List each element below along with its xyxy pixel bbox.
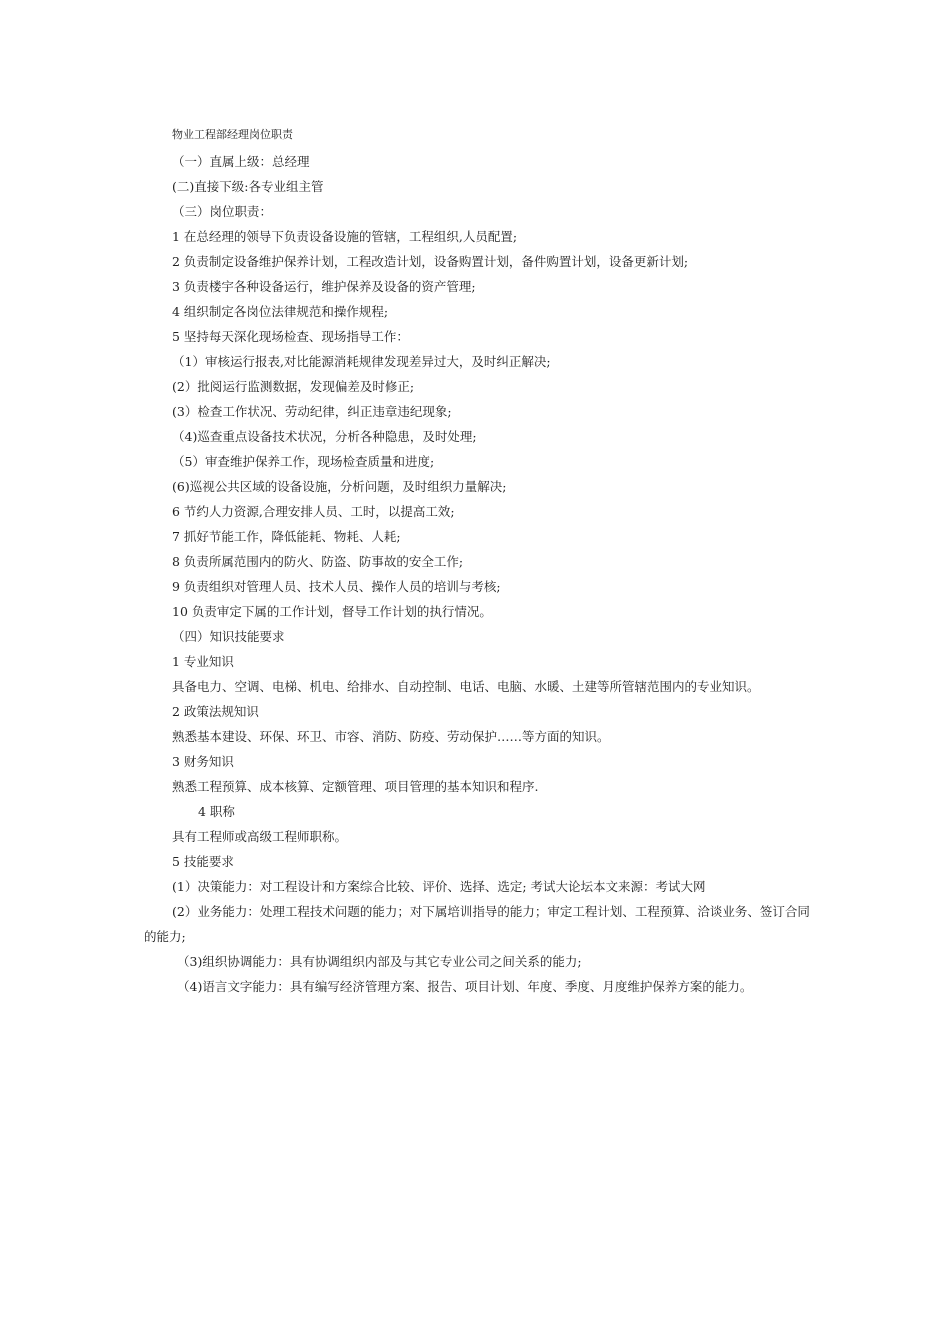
skill-item-3: （3)组织协调能力：具有协调组织内部及与其它专业公司之间关系的能力; [177,954,582,969]
duty-item-2: 2 负责制定设备维护保养计划，工程改造计划，设备购置计划，备件购置计划，设备更新计划; [172,254,689,269]
duty-item-6: 6 节约人力资源,合理安排人员、工时，以提高工效; [172,504,455,519]
duty-item-1: 1 在总经理的领导下负责设备设施的管辖，工程组织,人员配置; [172,229,518,244]
knowledge-heading-professional: 1 专业知识 [172,654,234,669]
knowledge-heading-title: 4 职称 [198,804,235,819]
duty-item-9: 9 负责组织对管理人员、技术人员、操作人员的培训与考核; [172,579,501,594]
knowledge-heading-skills: 5 技能要求 [172,854,234,869]
knowledge-text-title: 具有工程师或高级工程师职称。 [172,829,348,844]
duty-item-7: 7 抓好节能工作，降低能耗、物耗、人耗; [172,529,401,544]
duty-item-5: 5 坚持每天深化现场检查、现场指导工作： [172,329,409,344]
knowledge-text-policy: 熟悉基本建设、环保、环卫、市容、消防、防疫、劳动保护……等方面的知识。 [172,729,610,744]
duty-item-4: 4 组织制定各岗位法律规范和操作规程; [172,304,389,319]
duty-item-3: 3 负责楼宇各种设备运行，维护保养及设备的资产管理; [172,279,476,294]
duty-subitem-6: (6)巡视公共区域的设备设施，分析问题，及时组织力量解决; [172,479,507,494]
duty-subitem-4: （4)巡查重点设备技术状况，分析各种隐患，及时处理; [172,429,477,444]
skill-item-2: (2）业务能力：处理工程技术问题的能力；对下属培训指导的能力；审定工程计划、工程预算、洽谈业务、签订合同的能力; [144,904,810,944]
section-heading-duties: （三）岗位职责： [172,204,273,219]
knowledge-heading-finance: 3 财务知识 [172,754,234,769]
duty-item-8: 8 负责所属范围内的防火、防盗、防事故的安全工作; [172,554,464,569]
duty-subitem-2: (2）批阅运行监测数据，发现偏差及时修正; [172,379,415,394]
skill-item-4: （4)语言文字能力：具有编写经济管理方案、报告、项目计划、年度、季度、月度维护保养方案的能力。 [177,979,753,994]
knowledge-text-professional: 具备电力、空调、电梯、机电、给排水、自动控制、电话、电脑、水暖、土建等所管辖范围内的专业知识。 [172,679,760,694]
duty-item-10: 10 负责审定下属的工作计划，督导工作计划的执行情况。 [172,604,492,619]
section-heading-knowledge: （四）知识技能要求 [172,629,285,644]
paragraph-direct-subordinate: (二)直接下级:各专业组主管 [172,179,324,194]
knowledge-heading-policy: 2 政策法规知识 [172,704,259,719]
paragraph-direct-superior: （一）直属上级：总经理 [172,154,310,169]
skill-item-1: (1）决策能力：对工程设计和方案综合比较、评价、选择、选定; 考试大论坛本文来源：考试大网 [172,879,706,894]
document-body [144,149,814,999]
duty-subitem-1: （1）审核运行报表,对比能源消耗规律发现差异过大，及时纠正解决; [172,354,551,369]
duty-subitem-5: （5）审查维护保养工作，现场检查质量和进度; [172,454,435,469]
knowledge-text-finance: 熟悉工程预算、成本核算、定额管理、项目管理的基本知识和程序. [172,779,539,794]
document-title: 物业工程部经理岗位职责 [172,128,293,141]
duty-subitem-3: (3）检查工作状况、劳动纪律，纠正违章违纪现象; [172,404,452,419]
